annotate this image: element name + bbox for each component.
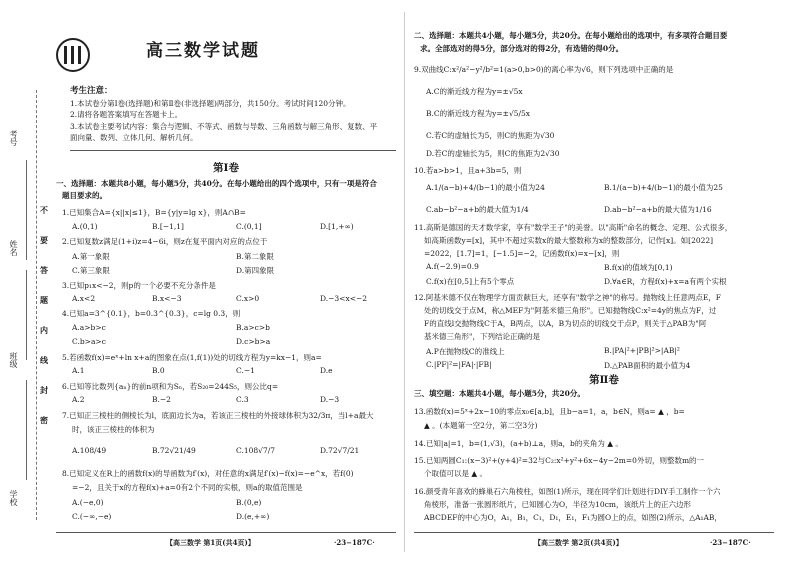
question-11: 11.高斯是德国的天才数学家，享有"数学王子"的美誉。以"高斯"命名的概念、定理、公式很多， <box>414 223 733 232</box>
question-12: 12.阿基米德不仅在物理学方面贡献巨大，还享有"数学之神"的称号。抛物线上任意两点E，F <box>414 293 722 302</box>
question-2: 2.已知复数z满足(1+i)z=4−6i，则z在复平面内对应的点位于 <box>62 237 268 246</box>
question-9: 9.双曲线C:x²/a²−y²/b²=1(a>0,b>0)的离心率为√6，则下列选项中正确的是 <box>414 65 674 74</box>
part-2-instructions: 二、选择题：本题共4小题，每小题5分，共20分。在每小题给出的选项中，有多项符合题目要 <box>414 31 728 40</box>
q6-option-b: B.−2 <box>152 395 171 404</box>
question-4: 4.已知a=3^{0.1}，b=0.3^{0.3}，c=lg 0.3，则 <box>62 309 241 318</box>
q8-option-d: D.(e,+∞) <box>236 512 270 521</box>
q4-option-a: A.a>b>c <box>72 323 106 332</box>
q11-option-c: C.f(x)在[0,5]上有5个零点 <box>426 277 515 286</box>
q12-option-b: B.|PA|²+|PB|²>|AB|² <box>604 346 680 355</box>
class-line <box>26 380 27 480</box>
q3-option-d: D.−3<x<−2 <box>320 294 368 303</box>
q5-option-b: B.0 <box>152 366 165 375</box>
notice-line: 2.请将各题答案填写在答题卡上。 <box>70 110 183 119</box>
q2-option-c: C.第三象限 <box>72 266 110 275</box>
q3-option-c: C.x>0 <box>236 294 260 303</box>
question-12: 基米德三角形"，下列结论正确的是 <box>424 332 540 341</box>
question-8: 8.已知定义在R上的函数f(x)的导函数为f′(x)，对任意的x满足f′(x)−f(x)=−e^x，若f(0) <box>62 469 354 478</box>
q6-option-c: C.3 <box>236 395 249 404</box>
question-11: 如高斯函数y=[x]，其中不超过实数x的最大整数称为x的整数部分，记作[x]。如[2022] <box>424 236 714 245</box>
q9-option-a: A.C的渐近线方程为y=±√5x <box>426 87 523 96</box>
q1-option-d: D.[1,+∞) <box>320 222 354 231</box>
question-16: 角棱形，准备一张圆形纸片，已知圆心为O，半径为10cm，该纸片上的正六边形 <box>424 500 692 509</box>
footer-divider <box>414 532 774 533</box>
q7-option-d: D.72√7/21 <box>320 446 360 455</box>
seal-char: 不 <box>40 205 48 215</box>
q7-option-c: C.108√7/7 <box>236 446 276 455</box>
q12-option-a: A.P在抛物线C的准线上 <box>426 347 505 356</box>
question-6: 6.已知等比数列{aₙ}的前n项和为Sₙ，若S₂₀=244S₅，则公比q= <box>62 382 279 391</box>
exam-no-line <box>26 160 27 260</box>
seal-char: 线 <box>40 355 48 365</box>
q7-option-a: A.108/49 <box>72 446 107 455</box>
question-12: 处的切线交于点M，称△MEF为"阿基米德三角形"。已知抛物线C:x²=4y的焦点为F，过 <box>424 306 717 315</box>
school-label: 学校 <box>9 490 18 506</box>
section-2-heading: 第Ⅱ卷 <box>589 374 619 386</box>
page-footer: 【高三数学 第2页(共4页)】 <box>534 538 623 547</box>
q8-option-c: C.(−∞,−e) <box>72 512 112 521</box>
part-1-instructions: 题目要求的。 <box>62 191 107 200</box>
part-1-instructions: 一、选择题：本题共8小题，每小题5分，共40分。在每小题给出的四个选项中，只有一项是符合 <box>56 179 377 188</box>
notice-divider <box>70 150 396 151</box>
part-2-instructions: 求。全部选对的得5分，部分选对的得2分，有选错的得0分。 <box>420 44 624 53</box>
q1-option-b: B.[−1,1] <box>152 222 184 231</box>
notice-line: 1.本试卷分第Ⅰ卷(选择题)和第Ⅱ卷(非选择题)两部分，共150分。考试时间120分钟。 <box>70 98 351 108</box>
question-7: 7.已知正三棱柱的侧棱长为l，底面边长为a，若该正三棱柱的外接球体积为32/3π，当l+a最大 <box>62 411 374 420</box>
question-7: 时，该正三棱柱的体积为 <box>72 425 155 434</box>
q6-option-d: D.−3 <box>320 395 340 404</box>
page-code: ·23−187C· <box>334 538 375 547</box>
seal-char: 要 <box>40 235 48 245</box>
name-label: 姓名 <box>9 240 18 256</box>
q5-option-c: C.−1 <box>236 366 255 375</box>
q2-option-b: B.第二象限 <box>236 252 274 261</box>
binding-gutter <box>0 0 50 569</box>
q12-option-d: D.△PAB面积的最小值为4 <box>604 361 691 370</box>
q11-option-a: A.f(−2.9)=0.9 <box>426 262 479 271</box>
notice-header: 考生注意： <box>70 86 113 96</box>
q8-option-b: B.(0,e) <box>236 498 262 507</box>
question-5: 5.若函数f(x)=eˣ+ln x+a的图象在点(1,f(1))处的切线方程为y=kx−1，则a= <box>62 353 322 362</box>
question-16: 16.颜受青年喜欢的蜂巢石六角棱柱，如图(1)所示，现在同学们计划进行DIY手工制作一个六 <box>414 487 721 496</box>
question-13: 13.函数f(x)=5ˣ+2x−10的零点x₀∈[a,b]，且b−a=1，a，b∈N，则a= ▲ ，b= <box>414 407 685 416</box>
footer-divider <box>56 532 396 533</box>
q4-option-d: D.c>b>a <box>236 337 271 346</box>
q6-option-a: A.2 <box>72 395 85 404</box>
q1-option-a: A.(0,1) <box>72 222 98 231</box>
question-15: 15.已知两圆C₁:(x−3)²+(y+4)²=32与C₂:x²+y²+6x−4y−2m=0外切，则整数m的一 <box>414 456 705 465</box>
notice-line: 3.本试卷主要考试内容：集合与逻辑、不等式、函数与导数、三角函数与解三角形、复数、平 <box>70 121 378 131</box>
q2-option-d: D.第四象限 <box>236 266 275 275</box>
question-1: 1.已知集合A={x||x|≤1}，B={y|y=lg x}，则A∩B= <box>62 208 246 217</box>
page-1 <box>56 0 398 569</box>
seal-char: 内 <box>40 325 48 335</box>
q9-option-c: C.若C的虚轴长为5，则C的焦距为√30 <box>426 131 555 140</box>
question-11: =2022，[1.7]=1，[−1.5]=−2，记函数f(x)=x−[x]，则 <box>424 249 620 258</box>
page-divider <box>404 12 405 552</box>
q10-option-d: D.ab−b²−a+b的最大值为1/16 <box>604 205 712 214</box>
q2-option-a: A.第一象限 <box>72 252 110 261</box>
q3-option-a: A.x<2 <box>72 294 96 303</box>
page-title: 高三数学试题 <box>146 41 260 61</box>
exam-notice <box>70 86 400 144</box>
question-10: 10.若a>b>1，且a+3b=5，则 <box>414 166 522 175</box>
q9-option-d: D.若C的虚轴长为5，则C的焦距为2√30 <box>426 149 560 158</box>
question-13: ▲ 。(本题第一空2分，第二空3分) <box>424 421 538 430</box>
seal-char: 答 <box>40 265 48 275</box>
q11-option-d: D.∀a∈R，方程f(x)+x=a有两个实根 <box>604 277 727 286</box>
seal-dashed-line <box>36 90 37 520</box>
q10-option-a: A.1/(a−b)+4/(b−1)的最小值为24 <box>426 183 545 192</box>
section-1-heading: 第Ⅰ卷 <box>213 162 239 174</box>
question-15: 个取值可以是 ▲ 。 <box>424 469 488 478</box>
q12-option-c: C.|PF|²=|FA|·|FB| <box>426 360 492 369</box>
q4-option-c: C.b>a>c <box>72 337 106 346</box>
question-16: ABCDEF的中心为O，A₁，B₁，C₁，D₁，E₁，F₁为圆O上的点，如图(2)所示，△A₁AB， <box>424 513 722 522</box>
q11-option-b: B.f(x)的值域为[0,1) <box>604 263 673 272</box>
q3-option-b: B.x<−3 <box>152 294 182 303</box>
exam-no-label: 考号 <box>9 130 18 146</box>
question-8: =−2，且关于x的方程f(x)+a=0有2个不同的实根，则a的取值范围是 <box>72 483 303 492</box>
question-14: 14.已知|a|=1，b=(1,√3)，(a+b)⊥a，则a，b的夹角为 ▲ 。 <box>414 439 623 448</box>
name-line <box>26 270 27 360</box>
q10-option-b: B.1/(a−b)+4/(b−1)的最小值为25 <box>604 183 723 192</box>
seal-char: 密 <box>40 415 48 425</box>
q9-option-b: B.C的渐近线方程为y=±√5/5x <box>426 109 531 118</box>
page-footer: 【高三数学 第1页(共4页)】 <box>166 538 255 547</box>
q7-option-b: B.72√21/49 <box>152 446 196 455</box>
question-3: 3.已知p₁x<−2，则p的一个必要不充分条件是 <box>62 281 216 290</box>
part-3-instructions: 三、填空题：本题共4小题，每小题5分，共20分。 <box>414 389 585 398</box>
seal-char: 封 <box>40 385 48 395</box>
seal-char: 题 <box>40 295 48 305</box>
q4-option-b: B.a>c>b <box>236 323 270 332</box>
question-12: F的直线l交抛物线C于A，B两点，以A，B为切点的切线交于点P，则关于△PAB为"阿 <box>424 319 707 328</box>
q1-option-c: C.(0,1] <box>236 222 262 231</box>
page-code: ·23−187C· <box>710 538 751 547</box>
q5-option-d: D.e <box>320 366 333 375</box>
q8-option-a: A.(−e,0) <box>72 498 104 507</box>
page-2 <box>414 0 784 569</box>
publisher-logo-icon <box>56 38 90 72</box>
q10-option-c: C.ab−b²−a+b的最大值为1/4 <box>426 205 529 214</box>
notice-line: 面向量、数列、立体几何、解析几何。 <box>70 133 198 142</box>
class-label: 班级 <box>9 352 18 368</box>
q5-option-a: A.1 <box>72 366 85 375</box>
